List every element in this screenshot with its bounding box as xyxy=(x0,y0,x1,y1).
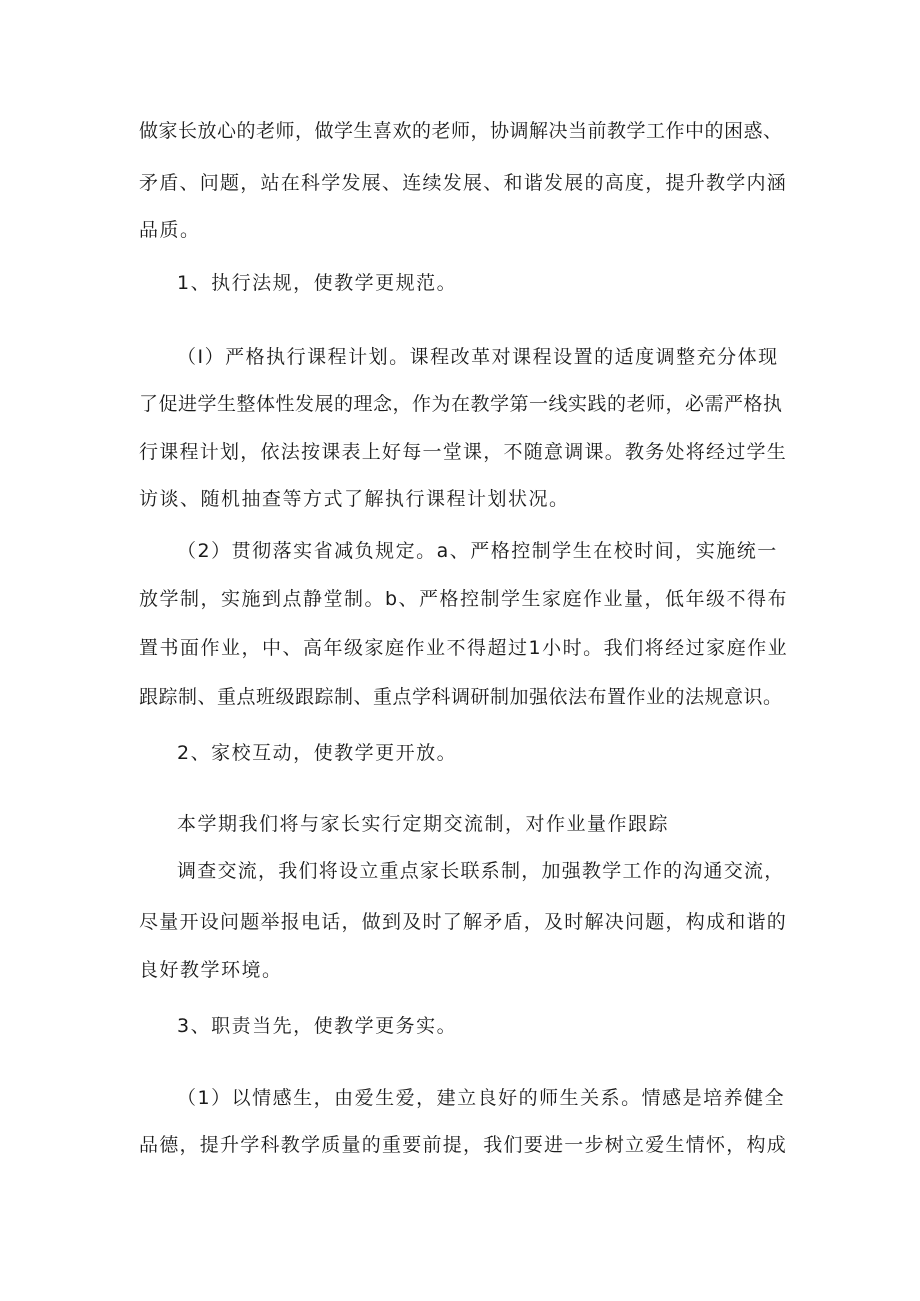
text-line: 本学期我们将与家长实行定期交流制，对作业量作跟踪 xyxy=(177,813,670,835)
text-line: （I）严格执行课程计划。课程改革对课程设置的适度调整充分体现 xyxy=(177,346,779,368)
text-line: 矛盾、问题，站在科学发展、连续发展、和谐发展的高度，提升教学内涵 xyxy=(139,172,788,194)
text-line: （2）贯彻落实省减负规定。a、严格控制学生在校时间，实施统一 xyxy=(177,540,778,562)
text-line: 调查交流，我们将设立重点家长联系制，加强教学工作的沟通交流， xyxy=(177,860,785,882)
text-line: （1）以情感生，由爱生爱，建立良好的师生关系。情感是培养健全 xyxy=(177,1087,786,1109)
text-line: 放学制，实施到点静堂制。b、严格控制学生家庭作业量，低年级不得布 xyxy=(139,588,789,610)
section-heading: 2、家校互动，使教学更开放。 xyxy=(177,742,458,764)
text-line: 尽量开设问题举报电话，做到及时了解矛盾，及时解决问题，构成和谐的 xyxy=(139,911,788,933)
text-line: 行课程计划，依法按课表上好每一堂课，不随意调课。教务处将经过学生 xyxy=(139,441,788,463)
text-line: 品质。 xyxy=(139,219,201,241)
text-line: 做家长放心的老师，做学生喜欢的老师，协调解决当前教学工作中的困惑、 xyxy=(139,120,783,142)
text-line: 置书面作业，中、高年级家庭作业不得超过1小时。我们将经过家庭作业 xyxy=(139,637,789,659)
text-line: 访谈、随机抽查等方式了解执行课程计划状况。 xyxy=(139,488,570,510)
section-heading: 3、职责当先，使教学更务实。 xyxy=(177,1015,458,1037)
text-line: 了促进学生整体性发展的理念，作为在教学第一线实践的老师，必需严格执 xyxy=(139,393,783,415)
text-line: 跟踪制、重点班级跟踪制、重点学科调研制加强依法布置作业的法规意识。 xyxy=(139,686,783,708)
section-heading: 1、执行法规，使教学更规范。 xyxy=(177,272,458,294)
text-line: 良好教学环境。 xyxy=(139,959,283,981)
text-line: 品德，提升学科教学质量的重要前提，我们要进一步树立爱生情怀，构成 xyxy=(139,1134,788,1156)
